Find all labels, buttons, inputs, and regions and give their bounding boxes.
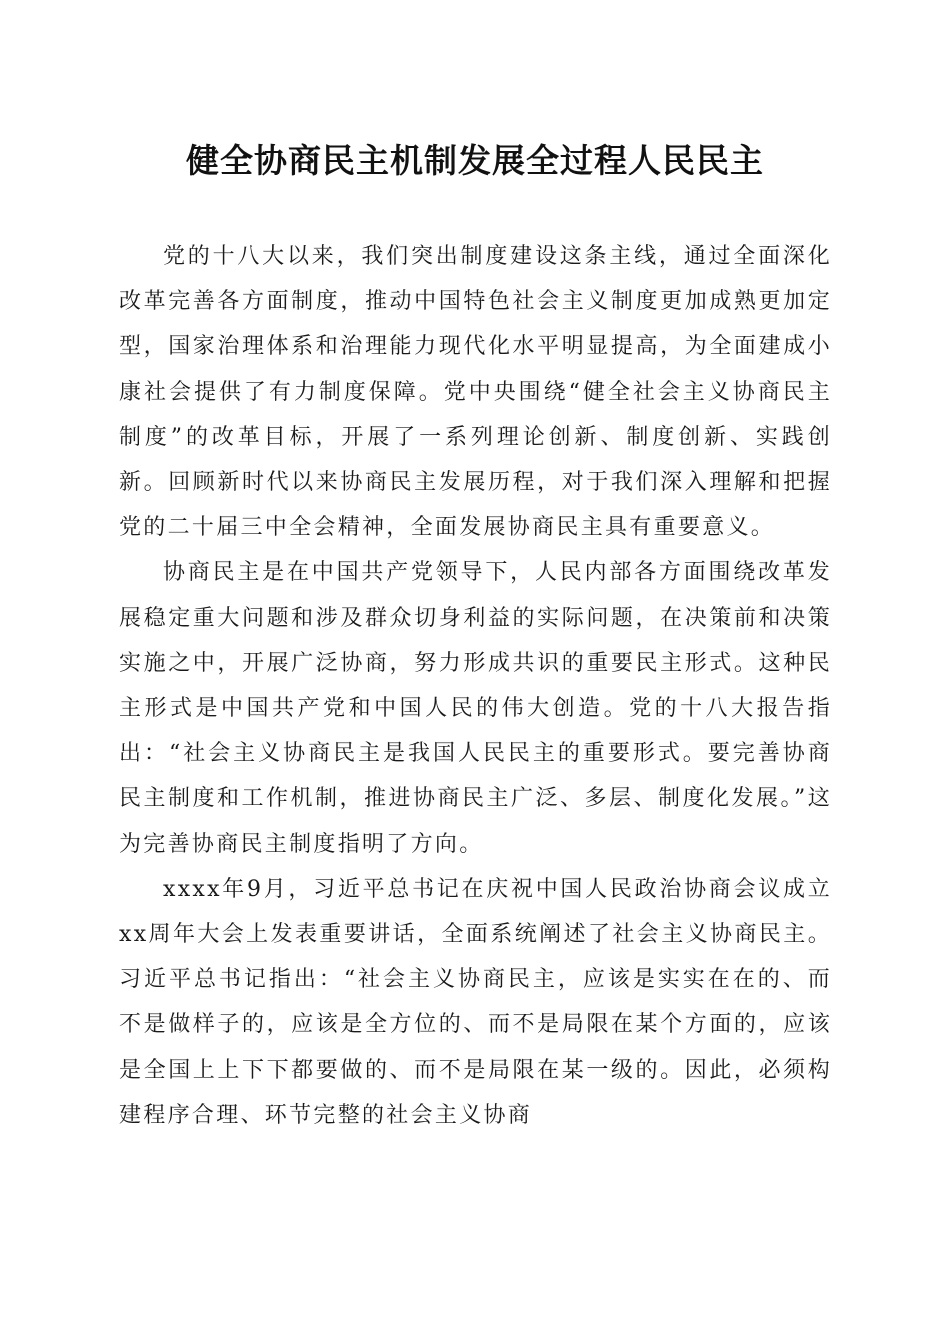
- paragraph-3: xxxx年9月，习近平总书记在庆祝中国人民政治协商会议成立xx周年大会上发表重要讲话，全面系统阐述了社会主义协商民主。习近平总书记指出：“社会主义协商民主，应该是实实在在的、而不是做样子的，应该是全方位的、而不是局限在某个方面的，应该是全国上上下下都要做的、而不是局限在某一级的。因此，必须构建程序合理、环节完整的社会主义协商: [119, 876, 832, 1128]
- document-title: 健全协商民主机制发展全过程人民民主: [186, 141, 764, 180]
- paragraph-1: 党的十八大以来，我们突出制度建设这条主线，通过全面深化改革完善各方面制度，推动中国特色社会主义制度更加成熟更加定型，国家治理体系和治理能力现代化水平明显提高，为全面建成小康社会提供了有力制度保障。党中央围绕“健全社会主义协商民主制度”的改革目标，开展了一系列理论创新、制度创新、实践创新。回顾新时代以来协商民主发展历程，对于我们深入理解和把握党的二十届三中全会精神，全面发展协商民主具有重要意义。: [119, 244, 832, 541]
- document-body: [119, 234, 832, 1138]
- paragraph-2: 协商民主是在中国共产党领导下，人民内部各方面围绕改革发展稳定重大问题和涉及群众切身利益的实际问题，在决策前和决策实施之中，开展广泛协商，努力形成共识的重要民主形式。这种民主形式是中国共产党和中国人民的伟大创造。党的十八大报告指出：“社会主义协商民主是我国人民民主的重要形式。要完善协商民主制度和工作机制，推进协商民主广泛、多层、制度化发展。”这为完善协商民主制度指明了方向。: [119, 560, 832, 857]
